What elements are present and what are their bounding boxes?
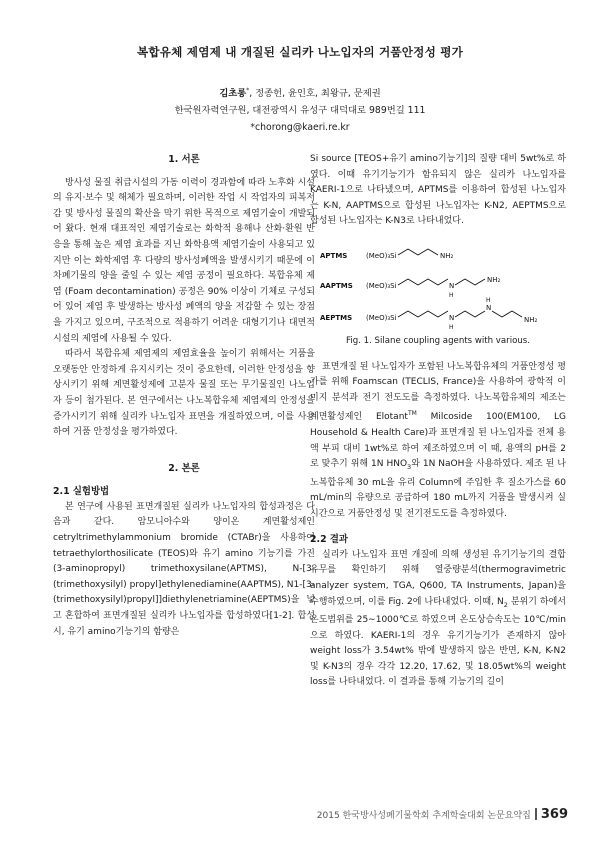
- fig-row-end: NH₂: [440, 251, 454, 260]
- figure-1-caption: Fig. 1. Silane coupling agents with various.: [346, 335, 530, 346]
- lead-author: 김초롱: [219, 88, 247, 100]
- amine-h: H: [486, 296, 491, 304]
- fig-row-name: AEPTMS: [320, 313, 353, 322]
- figure-1: [310, 238, 566, 330]
- amine-n: N: [449, 313, 455, 322]
- alkyl-chain: [398, 311, 448, 317]
- intro-paragraph-2: 따라서 복합유체 제염제의 제염효율을 높이기 위해서는 거품을 오랫동안 안정하게 유지시키는 것이 중요한데, 이러한 안정성을 향상시키기 위해 계면활성제에 고분자 물질 또는 무기물질인 나노입자 등이 첨가된다. 본 연구에서는 나노복합유체 제염제의 안정성을 증가시키기 위해 실리카 나노입자 표면을 개질하였으며, 이를 사용하여 거품 안정성을 평가하였다.: [53, 349, 315, 438]
- paper-title: 복합유체 제염제 내 개질된 실리카 나노입자의 거품안정성 평가: [136, 45, 464, 59]
- right-column: [310, 152, 566, 691]
- left-column: [53, 152, 315, 640]
- alkyl-chain: [398, 249, 438, 255]
- alkyl-chain: [398, 279, 448, 285]
- affiliation: 한국원자력연구원, 대전광역시 유성구 대덕대로 989번길 111: [174, 105, 426, 117]
- method-paragraph: 본 연구에 사용된 표면개질된 실리카 나노입자의 합성과정은 다음과 같다. 암모니아수와 양이온 계면활성제인 cetryltrimethylammonium bromide (CTABr)을 사용하여 tetraethylorthosilicate (TEOS)와 유기 amino 기능기를 가진 (3-aminopropyl) trimethoxysilane(APTMS), N-[3-(trimethoxysilyl) propyl]ethylenediamine(AAPTMS), N1-[3-(trimethoxysilyl)propyl]]diethylenetriamine(AEPTMS)을 넣고 혼합하여 표면개질된 실리카 나노입자를 합성하였다[1-2]. 합성 시, 유기 amino기능기의 함량은: [53, 501, 315, 637]
- intro-paragraph-1: 방사성 물질 취급시설의 가동 이력이 경과함에 따라 노후화 시설의 유지·보수 및 해체가 필요하며, 이러한 작업 시 작업자의 피복저감 및 방사성 물질의 확산을 막기 위한 목적으로 제염기술이 개발되어 왔다. 현재 대표적인 제염기술로는 화학적 용해나 산화·환원 반응을 통해 높은 제염 효과를 지닌 화학용액 제염기술이 사용되고 있지만 이는 화학제염 후 다량의 방사성폐액을 발생시키기 때문에 이차폐기물의 양을 줄일 수 있는 제염 공정이 필요하다. 복합유체 제염 (Foam decontamination) 공정은 90% 이상이 기체로 구성되어 있어 제염 후 발생하는 방사성 폐액의 양을 저감할 수 있는 장점을 가지고 있으며, 구조적으로 적용하기 어려운 대형기기나 대면적 시설의 제염에 사용될 수 있다.: [53, 177, 315, 344]
- subsection-heading-results: 2.2 결과: [310, 534, 348, 546]
- foam-method-text-a: 표면개질 된 나노입자가 포함된 나노복합유체의 거품안정성 평가를 위해 Foamscan (TECLIS, France)을 사용하여 광학적 이미지 분석과 전기 전도도를 측정하였다. 나노복합유체의 제조는 계면활성제인 Elotant: [310, 361, 566, 423]
- synthesis-paragraph: Si source [TEOS+유기 amino기능기]의 질량 대비 5wt%로 하였다. 이때 유기기능기가 함유되지 않은 실리카 나노입자를 KAERI-1으로 나타냈으며, APTMS를 이용하여 합성된 나노입자는 K-N, AAPTMS으로 합성된 나노입자는 K-N2, AEPTMS으로 합성된 나노입자는 K-N3로 나타내었다.: [310, 154, 566, 227]
- results-paragraph: [310, 548, 566, 691]
- results-text-b: 분위기 하에서 온도범위를 25∼1000℃로 하였으며 온도상승속도는 10℃/min으로 하였다. KAERI-1의 경우 유기기능기가 존재하지 않아 weight loss가 3.54wt% 밖에 발생하지 않은 반면, K-N, K-N2 및 K-N3의 경우 각각 12.20, 17.62, 및 18.05wt%의 weight loss를 나타내었다. 이 결과를 통해 기능기의 길이: [310, 596, 566, 688]
- silane-structures-diagram: [310, 238, 566, 330]
- results-text-a: 실리카 나노입자 표면 개질에 의해 생성된 유기기능기의 결합유무를 확인하기 위해 열중량분석(thermogravimetric analyzer system, TGA, Q600, TA Instruments, Japan)을 수행하였으며, 이를 Fig. 2에 나타내었다. 이때, N: [310, 549, 566, 607]
- author-line: [40, 82, 560, 102]
- fig-row-group: (MeO)₃Si: [366, 251, 397, 260]
- author-block: [40, 82, 560, 136]
- fig-row-group: (MeO)₃Si: [366, 281, 397, 290]
- section-heading-body: 2. 본론: [168, 462, 200, 474]
- n2-subscript: 2: [503, 600, 508, 609]
- foam-method-text-b: Milcoside 100(EM100, LG Household & Health Care)과 표면개질 된 나노입자를 전체 용액 부피 대비 1wt%로 하여 제조하였으며 이 때, 용액의 pH를 2로 맞추기 위해 1N HNO: [310, 412, 566, 470]
- amine-h: H: [449, 291, 454, 299]
- ethyl-chain: [492, 311, 522, 317]
- fig-row-end: NH₂: [524, 315, 538, 324]
- foam-method-text-c: 와 1N NaOH을 사용하였다. 제조 된 나노복합유체 30 mL을 유리 Column에 주입한 후 질소가스를 60 mL/min의 유량으로 공급하여 180 mL까지 거품을 발생시켜 실시간으로 거품안정성 및 전기전도도를 측정하였다.: [310, 459, 566, 519]
- co-authors: , 정종헌, 윤인호, 최왕규, 문제권: [249, 88, 381, 100]
- ethyl-chain: [455, 279, 485, 285]
- fig-row-group: (MeO)₃Si: [366, 313, 397, 322]
- footer-text: 2015 한국방사성폐기물학회 추계학술대회 논문요약집: [316, 811, 531, 821]
- hno3-subscript: 3: [407, 462, 412, 471]
- section-heading-intro: 1. 서론: [168, 154, 200, 165]
- foam-method-paragraph: [310, 360, 566, 523]
- footer-divider: [535, 808, 537, 820]
- page-number: 369: [540, 807, 568, 822]
- trademark-mark: TM: [407, 410, 417, 418]
- fig-row-name: AAPTMS: [320, 281, 353, 290]
- subsection-heading-method: 2.1 실험방법: [53, 486, 110, 498]
- corresponding-mark: *: [246, 87, 250, 94]
- page-footer: [317, 807, 568, 822]
- amine-n: N: [486, 303, 492, 312]
- email: *chorong@kaeri.re.kr: [250, 122, 350, 134]
- ethyl-chain: [455, 311, 485, 317]
- fig-row-name: APTMS: [320, 251, 348, 260]
- amine-n: N: [449, 281, 455, 290]
- amine-h: H: [449, 323, 454, 330]
- fig-row-end: NH₂: [487, 275, 501, 284]
